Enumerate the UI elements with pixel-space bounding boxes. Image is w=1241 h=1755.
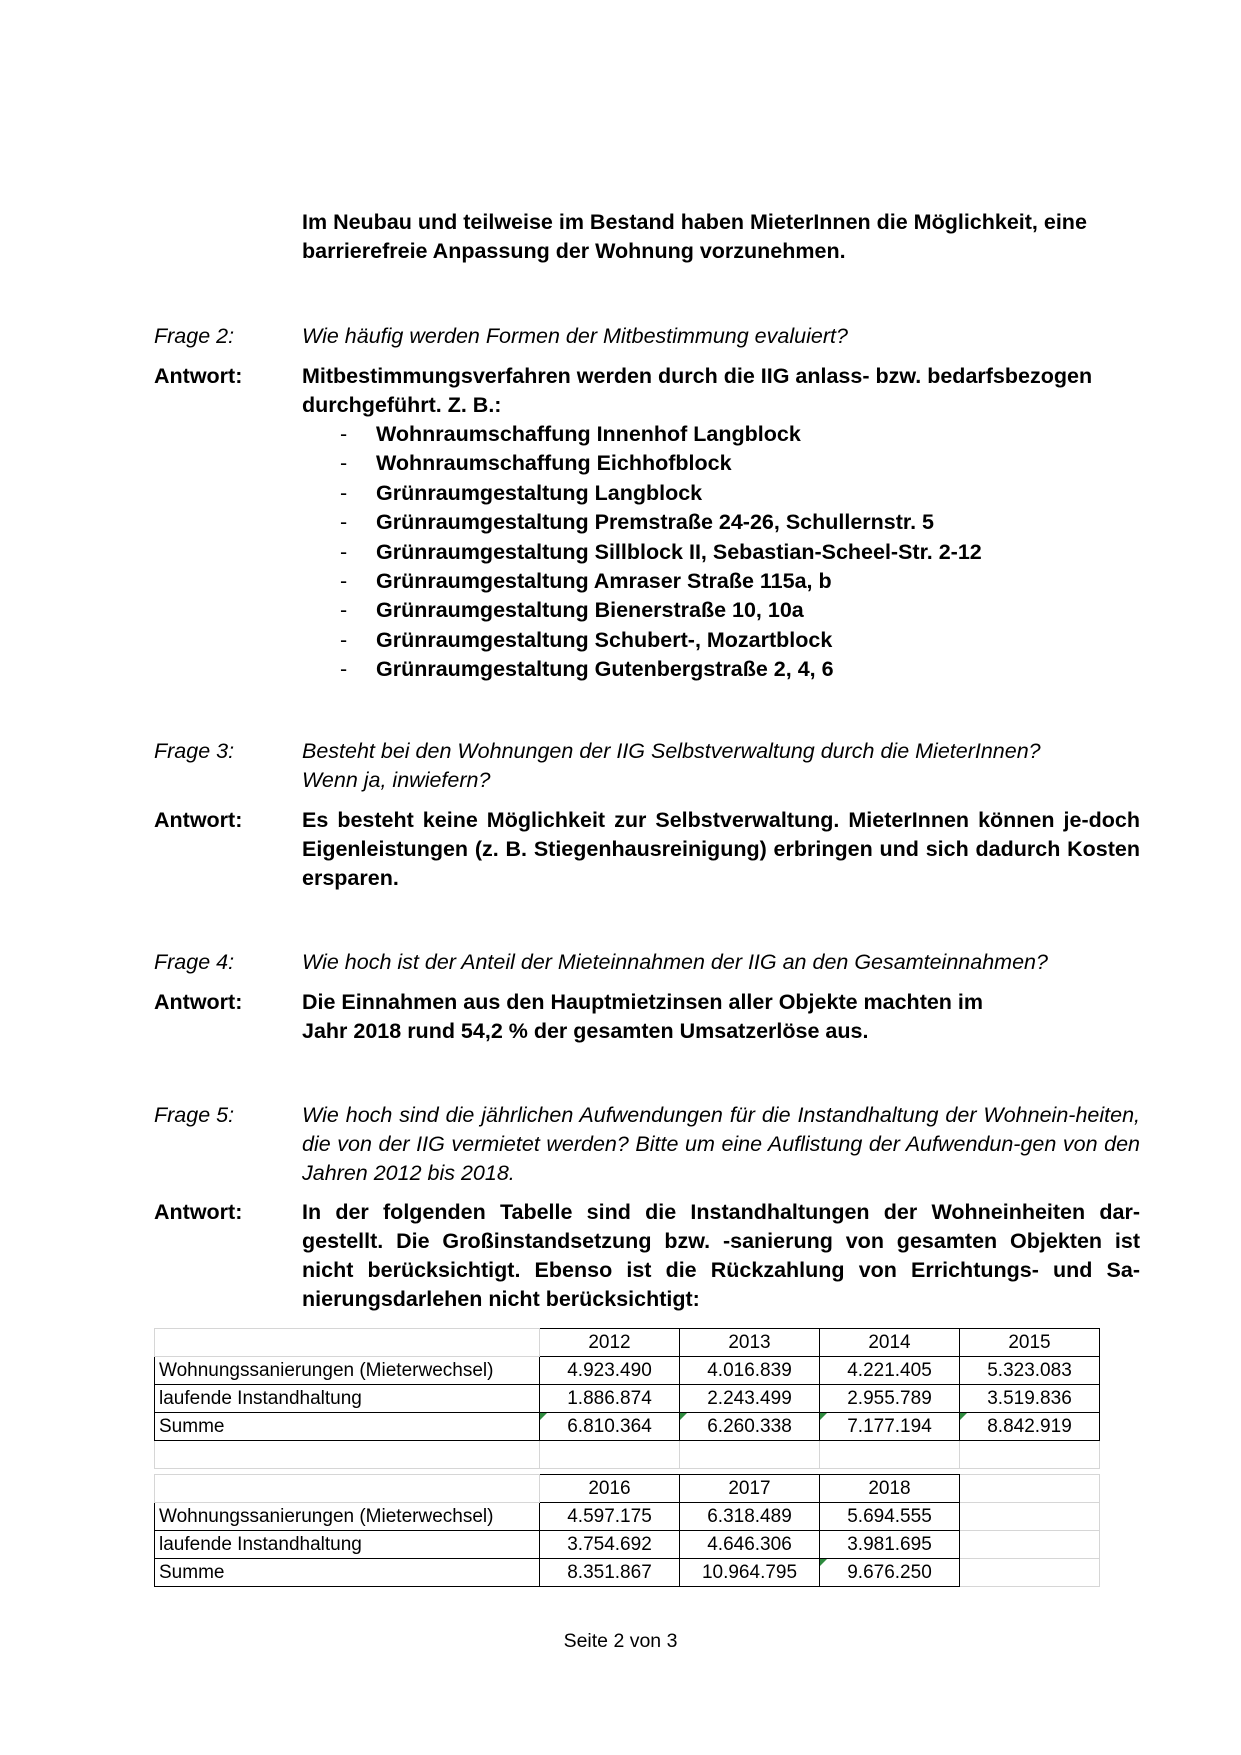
table-cell: 9.676.250 bbox=[820, 1559, 960, 1587]
answer-3-text: Es besteht keine Möglichkeit zur Selbstverwaltung. MieterInnen können je-doch Eigenleistungen (z. B. Stiegenhausreinigung) erbringen und sich dadurch Kosten ersparen. bbox=[302, 808, 1140, 890]
row-label: Summe bbox=[155, 1559, 540, 1587]
list-item-text: Grünraumgestaltung Bienerstraße 10, 10a bbox=[376, 598, 804, 623]
question-5-label: Frage 5: bbox=[154, 1103, 235, 1127]
table-cell: 4.221.405 bbox=[820, 1357, 960, 1385]
list-item bbox=[302, 626, 1140, 655]
answer-2 bbox=[302, 362, 1140, 685]
question-4-text: Wie hoch ist der Anteil der Mieteinnahmen der IIG an den Gesamteinnahmen? bbox=[302, 950, 1048, 974]
table-cell: 6.318.489 bbox=[680, 1503, 820, 1531]
row-label: Wohnungssanierungen (Mieterwechsel) bbox=[155, 1503, 540, 1531]
year-header: 2015 bbox=[960, 1329, 1100, 1357]
table-cell: 3.981.695 bbox=[820, 1531, 960, 1559]
empty-cell bbox=[960, 1475, 1100, 1503]
year-header: 2012 bbox=[540, 1329, 680, 1357]
table-row bbox=[155, 1357, 1100, 1385]
table-cell: 6.260.338 bbox=[680, 1413, 820, 1441]
answer-4-label: Antwort: bbox=[154, 990, 243, 1014]
dash-bullet: - bbox=[340, 539, 348, 564]
question-3-text bbox=[302, 737, 1140, 795]
table-cell: 4.646.306 bbox=[680, 1531, 820, 1559]
answer-4 bbox=[302, 988, 1140, 1046]
table-row bbox=[155, 1531, 1100, 1559]
list-item bbox=[302, 479, 1140, 508]
table-header-row bbox=[155, 1329, 1100, 1357]
maintenance-table-2016-2018 bbox=[154, 1474, 1100, 1587]
year-header: 2017 bbox=[680, 1475, 820, 1503]
answer-2-line-1: Mitbestimmungsverfahren werden durch die IIG anlass- bzw. bedarfsbezogen bbox=[302, 364, 1093, 388]
table-cell: 3.519.836 bbox=[960, 1385, 1100, 1413]
answer-3-label: Antwort: bbox=[154, 808, 243, 832]
year-header: 2018 bbox=[820, 1475, 960, 1503]
dash-bullet: - bbox=[340, 510, 348, 535]
question-5-text: Wie hoch sind die jährlichen Aufwendungen für die Instandhaltung der Wohnein-heiten, die von der IIG vermietet werden? Bitte um eine Auflistung der Aufwendun-gen von den Jahren 2012 bis 2018. bbox=[302, 1103, 1140, 1185]
table-cell: 3.754.692 bbox=[540, 1531, 680, 1559]
table-cell: 2.955.789 bbox=[820, 1385, 960, 1413]
list-item-text: Grünraumgestaltung Langblock bbox=[376, 480, 703, 505]
dash-bullet: - bbox=[340, 422, 348, 446]
table-corner-cell bbox=[155, 1329, 540, 1357]
table-row bbox=[155, 1559, 1100, 1587]
dash-bullet: - bbox=[340, 657, 348, 682]
question-3-line-1: Besteht bei den Wohnungen der IIG Selbstverwaltung durch die MieterInnen? bbox=[302, 739, 1041, 763]
answer-4-line-1: Die Einnahmen aus den Hauptmietzinsen aller Objekte machten im bbox=[302, 990, 984, 1014]
table-header-row bbox=[155, 1475, 1100, 1503]
question-4-label: Frage 4: bbox=[154, 950, 235, 974]
year-header: 2013 bbox=[680, 1329, 820, 1357]
list-item bbox=[302, 655, 1140, 684]
year-header: 2016 bbox=[540, 1475, 680, 1503]
list-item bbox=[302, 508, 1140, 537]
empty-cell bbox=[960, 1531, 1100, 1559]
row-label: laufende Instandhaltung bbox=[155, 1531, 540, 1559]
list-item-text: Grünraumgestaltung Sillblock II, Sebastian-Scheel-Str. 2-12 bbox=[376, 539, 982, 564]
table-cell: 8.351.867 bbox=[540, 1559, 680, 1587]
table-spacer-row bbox=[155, 1441, 1100, 1469]
answer-2-line-2: durchgeführt. Z. B.: bbox=[302, 393, 502, 417]
table-cell: 4.016.839 bbox=[680, 1357, 820, 1385]
list-item-text: Wohnraumschaffung Eichhofblock bbox=[376, 451, 732, 476]
question-3-label: Frage 3: bbox=[154, 739, 235, 763]
row-label: laufende Instandhaltung bbox=[155, 1385, 540, 1413]
table-cell: 6.810.364 bbox=[540, 1413, 680, 1441]
list-item bbox=[302, 449, 1140, 478]
table-corner-cell bbox=[155, 1475, 540, 1503]
dash-bullet: - bbox=[340, 451, 348, 476]
table-cell: 2.243.499 bbox=[680, 1385, 820, 1413]
project-list bbox=[302, 420, 1140, 685]
empty-cell bbox=[960, 1559, 1100, 1587]
answer-4-line-2: Jahr 2018 rund 54,2 % der gesamten Umsatzerlöse aus. bbox=[302, 1019, 869, 1043]
table-row bbox=[155, 1385, 1100, 1413]
list-item bbox=[302, 420, 1140, 449]
maintenance-table-2012-2015 bbox=[154, 1328, 1100, 1469]
page-number: Seite 2 von 3 bbox=[563, 1630, 678, 1652]
question-2-label: Frage 2: bbox=[154, 324, 235, 348]
dash-bullet: - bbox=[340, 480, 348, 505]
table-row bbox=[155, 1503, 1100, 1531]
table-row bbox=[155, 1413, 1100, 1441]
list-item-text: Grünraumgestaltung Gutenbergstraße 2, 4, 6 bbox=[376, 657, 834, 682]
table-cell: 8.842.919 bbox=[960, 1413, 1100, 1441]
list-item-text: Grünraumgestaltung Premstraße 24-26, Schullernstr. 5 bbox=[376, 510, 934, 535]
table-cell: 5.694.555 bbox=[820, 1503, 960, 1531]
dash-bullet: - bbox=[340, 627, 348, 652]
question-2-text: Wie häufig werden Formen der Mitbestimmung evaluiert? bbox=[302, 324, 848, 348]
intro-paragraph bbox=[302, 208, 1140, 266]
question-3-line-2: Wenn ja, inwiefern? bbox=[302, 768, 491, 792]
list-item bbox=[302, 538, 1140, 567]
table-cell: 7.177.194 bbox=[820, 1413, 960, 1441]
answer-2-label: Antwort: bbox=[154, 364, 243, 388]
table-cell: 4.597.175 bbox=[540, 1503, 680, 1531]
table-cell: 10.964.795 bbox=[680, 1559, 820, 1587]
answer-5-text: In der folgenden Tabelle sind die Instandhaltungen der Wohneinheiten dar-gestellt. Die Großinstandsetzung bzw. -sanierung von gesamten Objekten ist nicht berücksichtigt. Ebenso ist die Rückzahlung von Errichtungs- und Sa-nierungsdarlehen nicht berücksichtigt: bbox=[302, 1200, 1140, 1311]
list-item bbox=[302, 596, 1140, 625]
row-label: Summe bbox=[155, 1413, 540, 1441]
table-cell: 5.323.083 bbox=[960, 1357, 1100, 1385]
list-item-text: Grünraumgestaltung Amraser Straße 115a, b bbox=[376, 568, 832, 593]
answer-5-label: Antwort: bbox=[154, 1200, 243, 1224]
list-item-text: Grünraumgestaltung Schubert-, Mozartblock bbox=[376, 627, 833, 652]
empty-cell bbox=[960, 1503, 1100, 1531]
list-item-text: Wohnraumschaffung Innenhof Langblock bbox=[376, 422, 801, 446]
row-label: Wohnungssanierungen (Mieterwechsel) bbox=[155, 1357, 540, 1385]
dash-bullet: - bbox=[340, 568, 348, 593]
intro-line-1: Im Neubau und teilweise im Bestand haben MieterInnen die Möglichkeit, eine bbox=[302, 210, 1087, 234]
list-item bbox=[302, 567, 1140, 596]
dash-bullet: - bbox=[340, 598, 348, 623]
table-cell: 4.923.490 bbox=[540, 1357, 680, 1385]
table-cell: 1.886.874 bbox=[540, 1385, 680, 1413]
intro-line-2: barrierefreie Anpassung der Wohnung vorzunehmen. bbox=[302, 239, 846, 263]
year-header: 2014 bbox=[820, 1329, 960, 1357]
